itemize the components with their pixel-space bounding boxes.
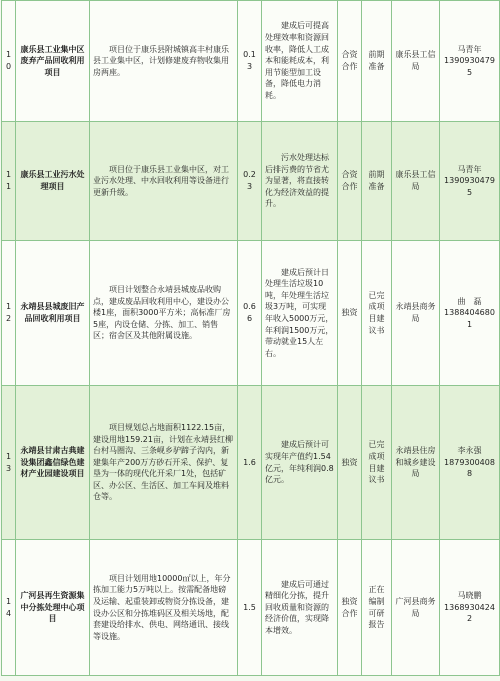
contact-cell <box>440 386 500 540</box>
contact-phone: 18793004088 <box>444 457 495 479</box>
project-stage: 前期准备 <box>362 1 392 122</box>
project-stage: 前期准备 <box>362 122 392 241</box>
contact-name: 曲 磊 <box>457 296 482 306</box>
cooperation-mode: 合资合作 <box>338 1 362 122</box>
cooperation-mode: 独资合作 <box>338 540 362 676</box>
project-content: 项目计划整合永靖县城废品收购点，建成废品回收利用中心，建设办公楼1座，面积3000平方米；高标准厂房5座，内设仓储、分拣、加工、销售区；宿舍区及其他附属设施。 <box>90 241 238 386</box>
expected-benefit: 建成后可通过精细化分拣，提升回收质量和资源的经济价值，实现降本增效。 <box>262 540 338 676</box>
contact-cell <box>440 241 500 386</box>
row-number: 13 <box>2 386 16 540</box>
responsible-unit: 永靖县住房和城乡建设局 <box>392 386 440 540</box>
cooperation-mode: 独资 <box>338 386 362 540</box>
table-row <box>2 1 500 122</box>
project-content: 项目位于康乐县工业集中区，对工业污水处理、中水回收利用等设备进行更新升级。 <box>90 122 238 241</box>
investment-amount: 0.66 <box>238 241 262 386</box>
expected-benefit: 污水处理达标后排污费的节省尤为显著，将直接转化为经济效益的提升。 <box>262 122 338 241</box>
contact-phone: 13909304795 <box>444 176 495 197</box>
responsible-unit: 永靖县商务局 <box>392 241 440 386</box>
investment-amount: 0.23 <box>238 122 262 241</box>
contact-cell <box>440 540 500 676</box>
project-name: 康乐县工业污水处理项目 <box>16 122 90 241</box>
row-number: 11 <box>2 122 16 241</box>
contact-phone: 13884046801 <box>444 308 495 329</box>
expected-benefit: 建成后预计可实现年产值约1.54亿元，年纯利润0.8亿元。 <box>262 386 338 540</box>
investment-amount: 1.6 <box>238 386 262 540</box>
responsible-unit: 康乐县工信局 <box>392 122 440 241</box>
cooperation-mode: 独资 <box>338 241 362 386</box>
investment-amount: 0.13 <box>238 1 262 122</box>
contact-name: 马青年 <box>457 44 482 54</box>
table-row <box>2 122 500 241</box>
investment-amount: 1.5 <box>238 540 262 676</box>
responsible-unit: 康乐县工信局 <box>392 1 440 122</box>
project-stage: 正在编制可研报告 <box>362 540 392 676</box>
project-content: 项目计划用地10000㎡以上，年分拣加工能力5万吨以上。按需配备地磅及运输、起重装卸或物资分拣设备，建设办公区和分拣堆码区及相关场地，配套建设给排水、供电、网络通讯、接线等设施。 <box>90 540 238 676</box>
project-name: 永靖县县城废旧产品回收利用项目 <box>16 241 90 386</box>
table-row <box>2 386 500 540</box>
responsible-unit: 广河县商务局 <box>392 540 440 676</box>
contact-cell <box>440 1 500 122</box>
project-stage: 已完成项目建议书 <box>362 241 392 386</box>
project-stage: 已完成项目建议书 <box>362 386 392 540</box>
contact-cell <box>440 122 500 241</box>
expected-benefit: 建成后预计日处理生活垃圾10吨，年处理生活垃圾3万吨，可实现年收入5000万元，年利润1500万元，带动就业15人左右。 <box>262 241 338 386</box>
project-content: 项目规划总占地面积1122.15亩，建设用地159.21亩，计划在永靖县红柳台村马圈沟、三条岘乡驴蹄子沟内，新建集年产200万方砂石开采、保护、复垦为一体的现代化开采厂1处，包括矿区、办公区、生活区、加工车间及堆料仓等。 <box>90 386 238 540</box>
contact-name: 马晓鹏 <box>457 591 482 601</box>
row-number: 14 <box>2 540 16 676</box>
contact-name: 马青年 <box>457 164 482 174</box>
project-name: 康乐县工业集中区废弃产品回收利用项目 <box>16 1 90 122</box>
project-content: 项目位于康乐县附城镇高丰村康乐县工业集中区，计划修建废弃物收集用房两座。 <box>90 1 238 122</box>
contact-name: 李永强 <box>457 446 482 456</box>
project-name: 永靖县甘肃古典建设集团鑫信绿色建材产业园建设项目 <box>16 386 90 540</box>
project-table <box>1 0 500 676</box>
contact-phone: 13689304242 <box>444 602 495 624</box>
expected-benefit: 建成后可提高处理效率和资源回收率，降低人工成本和能耗成本，利用节能型加工设备，降低电力消耗。 <box>262 1 338 122</box>
project-name: 广河县再生资源集中分拣处理中心项目 <box>16 540 90 676</box>
cooperation-mode: 合资合作 <box>338 122 362 241</box>
row-number: 12 <box>2 241 16 386</box>
row-number: 10 <box>2 1 16 122</box>
table-row <box>2 241 500 386</box>
table-row <box>2 540 500 676</box>
contact-phone: 13909304795 <box>444 56 495 77</box>
